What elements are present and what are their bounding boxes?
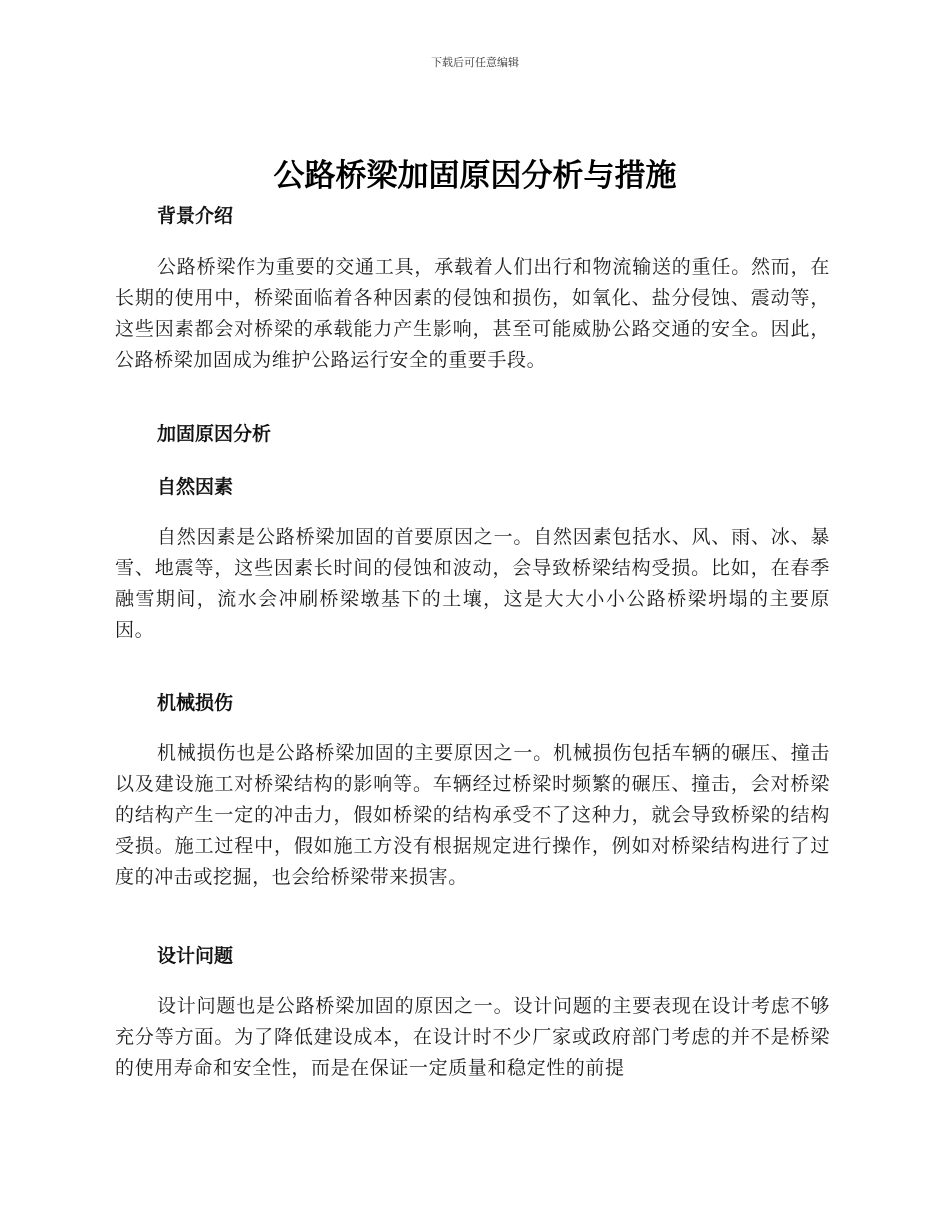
section-heading-analysis: 加固原因分析 xyxy=(157,423,272,445)
page-header-note: 下载后可任意编辑 xyxy=(431,56,519,69)
paragraph-background: 公路桥梁作为重要的交通工具，承载着人们出行和物流输送的重任。然而，在长期的使用中，桥梁面临着各种因素的侵蚀和损伤，如氧化、盐分侵蚀、震动等，这些因素都会对桥梁的承载能力产生影响，甚至可能威胁公路交通的安全。因此，公路桥梁加固成为维护公路运行安全的重要手段。 xyxy=(115,256,830,371)
paragraph-mechanical: 机械损伤也是公路桥梁加固的主要原因之一。机械损伤包括车辆的碾压、撞击以及建设施工对桥梁结构的影响等。车辆经过桥梁时频繁的碾压、撞击，会对桥梁的结构产生一定的冲击力，假如桥梁的结构承受不了这种力，就会导致桥梁的结构受损。施工过程中，假如施工方没有根据规定进行操作，例如对桥梁结构进行了过度的冲击或挖掘，也会给桥梁带来损害。 xyxy=(115,742,830,888)
paragraph-design: 设计问题也是公路桥梁加固的原因之一。设计问题的主要表现在设计考虑不够充分等方面。为了降低建设成本，在设计时不少厂家或政府部门考虑的并不是桥梁的使用寿命和安全性，而是在保证一定质量和稳定性的前提 xyxy=(115,995,830,1079)
section-heading-background: 背景介绍 xyxy=(157,205,234,227)
section-heading-mechanical: 机械损伤 xyxy=(157,692,234,714)
document-title: 公路桥梁加固原因分析与措施 xyxy=(273,158,677,194)
paragraph-natural: 自然因素是公路桥梁加固的首要原因之一。自然因素包括水、风、雨、冰、暴雪、地震等，这些因素长时间的侵蚀和波动，会导致桥梁结构受损。比如，在春季融雪期间，流水会冲刷桥梁墩基下的土壤，这是大大小小公路桥梁坍塌的主要原因。 xyxy=(115,526,830,641)
section-heading-natural: 自然因素 xyxy=(157,476,234,498)
section-heading-design: 设计问题 xyxy=(157,945,234,967)
